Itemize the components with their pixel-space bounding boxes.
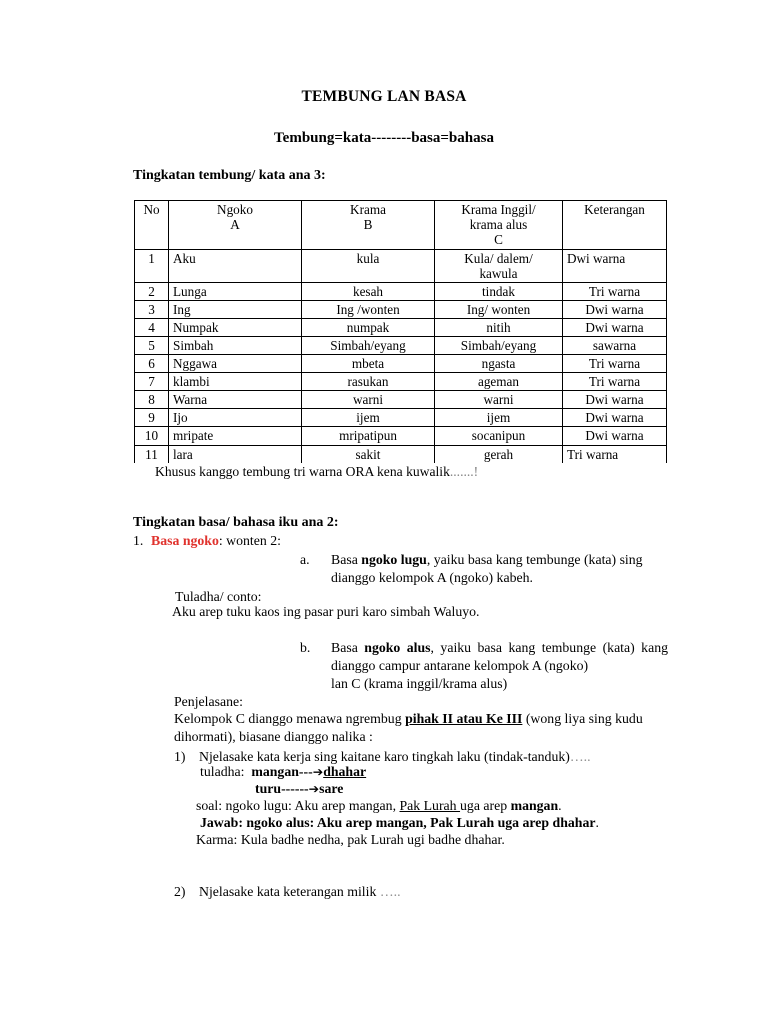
soal-line	[196, 798, 562, 814]
table-footnote-text: Khusus kanggo tembung tri warna ORA kena kuwalik	[155, 464, 450, 479]
cell-krama: ijem	[302, 409, 435, 427]
cell-no: 10	[135, 427, 169, 445]
cell-keterangan: Tri warna	[563, 355, 667, 373]
soal-bold: mangan	[510, 798, 559, 813]
cell-krama: sakit	[302, 445, 435, 463]
cell-ngoko: mripate	[169, 427, 302, 445]
kelompok-c-post: (wong liya sing kudu dihormati), biasane dianggo nalika :	[174, 711, 643, 744]
tuladha2-source-word: mangan	[251, 764, 299, 779]
section-heading-tingkatan-tembung: Tingkatan tembung/ kata ana 3:	[133, 168, 326, 183]
sub-a-bold-term: ngoko lugu	[361, 552, 427, 567]
cell-ngoko: Numpak	[169, 319, 302, 337]
arrow-icon: ➔	[308, 781, 320, 796]
sub-item-body	[331, 639, 668, 693]
cell-ngoko: Simbah	[169, 337, 302, 355]
tuladha-example: Aku arep tuku kaos ing pasar puri karo simbah Waluyo.	[172, 604, 480, 619]
cell-no: 6	[135, 355, 169, 373]
cell-krama: kesah	[302, 283, 435, 301]
cell-ngoko: Nggawa	[169, 355, 302, 373]
cell-krama: mripatipun	[302, 427, 435, 445]
table-header-keterangan	[563, 201, 667, 250]
table-row	[135, 427, 667, 445]
section-heading-tingkatan-basa: Tingkatan basa/ bahasa iku ana 2:	[133, 515, 339, 530]
cell-krama: mbeta	[302, 355, 435, 373]
cell-keterangan: Dwi warna	[563, 391, 667, 409]
cell-krama: rasukan	[302, 373, 435, 391]
cell-ngoko: Lunga	[169, 283, 302, 301]
page-title: TEMBUNG LAN BASA	[301, 88, 467, 105]
header-label-krama-letter: B	[363, 217, 373, 233]
kelompok-c-paragraph	[174, 710, 668, 745]
table-row	[135, 337, 667, 355]
cell-krama-inggil: warni	[435, 391, 563, 409]
numbered-item-2-text: Njelasake kata keterangan milik	[199, 884, 380, 899]
list-marker: 1.	[133, 533, 144, 548]
sub-a-post: , yaiku basa kang tembunge (kata) sing dianggo kelompok A (ngoko) kabeh.	[331, 552, 643, 585]
table-footnote	[155, 464, 478, 480]
cell-no: 9	[135, 409, 169, 427]
jawab-tail: .	[595, 815, 599, 830]
cell-krama: warni	[302, 391, 435, 409]
penjelasane-label: Penjelasane:	[174, 694, 243, 709]
kelompok-c-pre: Kelompok C dianggo menawa ngrembug	[174, 711, 406, 726]
cell-krama: kula	[302, 250, 435, 283]
sub-item-marker: a.	[300, 552, 310, 567]
cell-keterangan: Dwi warna	[563, 319, 667, 337]
table-header-no	[135, 201, 169, 250]
cell-keterangan: Dwi warna	[563, 250, 667, 283]
cell-ngoko: lara	[169, 445, 302, 463]
cell-no: 11	[135, 445, 169, 463]
numbered-item-2	[174, 884, 401, 900]
cell-keterangan: sawarna	[563, 337, 667, 355]
list-marker: 1)	[174, 749, 186, 764]
numbered-item-1-dots: …..	[569, 749, 591, 764]
tembung-levels-table	[134, 200, 666, 463]
table-row	[135, 445, 667, 463]
numbered-item-1	[174, 749, 591, 765]
cell-krama: Ing /wonten	[302, 301, 435, 319]
kelompok-c-emphasis: pihak II atau Ke III	[405, 711, 523, 726]
cell-keterangan: Dwi warna	[563, 409, 667, 427]
cell-krama-inggil: Simbah/eyang	[435, 337, 563, 355]
cell-krama-inggil-line1: Kula/ dalem/	[464, 251, 533, 266]
list-marker: 2)	[174, 884, 186, 899]
cell-ngoko: Warna	[169, 391, 302, 409]
table-header-ngoko	[169, 201, 302, 250]
cell-krama-inggil: gerah	[435, 445, 563, 463]
tuladha2-dash-2: ------	[281, 781, 309, 796]
karma-line: Karma: Kula badhe nedha, pak Lurah ugi badhe dhahar.	[196, 832, 505, 847]
table-row	[135, 283, 667, 301]
header-label-krama-inggil-letter: C	[494, 232, 503, 248]
jawab-line	[200, 815, 599, 831]
sub-item-ngoko-lugu	[300, 551, 668, 587]
cell-krama: numpak	[302, 319, 435, 337]
cell-krama-inggil-line2: kawula	[479, 266, 518, 282]
sub-b-bold-term: ngoko alus	[364, 640, 431, 655]
cell-keterangan: Dwi warna	[563, 427, 667, 445]
cell-ngoko: Aku	[169, 250, 302, 283]
cell-ngoko: Ijo	[169, 409, 302, 427]
cell-no: 3	[135, 301, 169, 319]
tuladha2-label: tuladha:	[200, 764, 245, 779]
cell-krama-inggil: ijem	[435, 409, 563, 427]
cell-no: 7	[135, 373, 169, 391]
table-header-krama	[302, 201, 435, 250]
basa-ngoko-label: Basa ngoko	[151, 533, 219, 548]
tuladha-mangan-line	[200, 764, 366, 780]
soal-mid: uga arep	[460, 798, 511, 813]
soal-end: .	[558, 798, 562, 813]
sub-item-marker: b.	[300, 640, 311, 655]
cell-no: 1	[135, 250, 169, 283]
table-footnote-dots: .......!	[449, 464, 479, 479]
basa-ngoko-rest: : wonten 2:	[218, 533, 281, 548]
cell-keterangan: Tri warna	[563, 373, 667, 391]
table-row	[135, 301, 667, 319]
cell-no: 2	[135, 283, 169, 301]
header-label-keterangan: Keterangan	[584, 202, 645, 217]
cell-krama-inggil: Ing/ wonten	[435, 301, 563, 319]
arrow-icon: ➔	[312, 764, 324, 779]
tuladha2-source-word-2: turu	[255, 781, 282, 796]
sub-b-post: , yaiku basa kang tembunge (kata) kang dianggo campur antarane kelompok A (ngoko)	[331, 640, 668, 673]
cell-ngoko: klambi	[169, 373, 302, 391]
table-header-row	[135, 201, 667, 250]
table-row	[135, 409, 667, 427]
header-label-no: No	[143, 202, 160, 217]
jawab-text: Jawab: ngoko alus: Aku arep mangan, Pak Lurah uga arep dhahar	[200, 815, 596, 830]
cell-krama-inggil: nitih	[435, 319, 563, 337]
sub-item-ngoko-alus	[300, 639, 668, 693]
header-label-krama-inggil-1: Krama Inggil/	[461, 202, 536, 217]
table-row	[135, 355, 667, 373]
table-row	[135, 373, 667, 391]
page-subtitle: Tembung=kata--------basa=bahasa	[274, 130, 494, 146]
soal-underlined: Pak Lurah	[399, 798, 461, 813]
soal-pre: soal: ngoko lugu: Aku arep mangan,	[196, 798, 400, 813]
numbered-item-1-text: Njelasake kata kerja sing kaitane karo tingkah laku (tindak-tanduk)	[199, 749, 570, 764]
cell-keterangan: Dwi warna	[563, 301, 667, 319]
table-header-krama-inggil	[435, 201, 563, 250]
cell-no: 4	[135, 319, 169, 337]
cell-krama-inggil: tindak	[435, 283, 563, 301]
cell-krama-inggil: ageman	[435, 373, 563, 391]
tuladha2-target-word-2: sare	[319, 781, 344, 796]
numbered-item-2-dots: …..	[379, 884, 401, 899]
table-row	[135, 319, 667, 337]
cell-keterangan: Tri warna	[563, 445, 667, 463]
header-label-ngoko-letter: A	[230, 217, 240, 233]
tuladha-turu-line	[255, 781, 343, 797]
cell-ngoko: Ing	[169, 301, 302, 319]
header-label-krama: Krama	[350, 202, 386, 217]
cell-krama-inggil	[435, 250, 563, 283]
table-row	[135, 250, 667, 283]
tuladha2-target-word: dhahar	[323, 764, 367, 779]
sub-b-pre: Basa	[331, 640, 365, 655]
cell-no: 8	[135, 391, 169, 409]
cell-no: 5	[135, 337, 169, 355]
sub-item-body	[331, 551, 668, 587]
tuladha2-dash: ---	[298, 764, 313, 779]
cell-keterangan: Tri warna	[563, 283, 667, 301]
sub-b-lastline: lan C (krama inggil/krama alus)	[331, 675, 508, 691]
list-item-basa-ngoko	[133, 533, 281, 549]
sub-a-pre: Basa	[331, 552, 362, 567]
table-row	[135, 391, 667, 409]
header-label-ngoko: Ngoko	[217, 202, 253, 217]
cell-krama-inggil: socanipun	[435, 427, 563, 445]
tuladha-label: Tuladha/ conto:	[175, 589, 262, 604]
header-label-krama-inggil-2: krama alus	[469, 217, 528, 233]
cell-krama: Simbah/eyang	[302, 337, 435, 355]
cell-krama-inggil: ngasta	[435, 355, 563, 373]
